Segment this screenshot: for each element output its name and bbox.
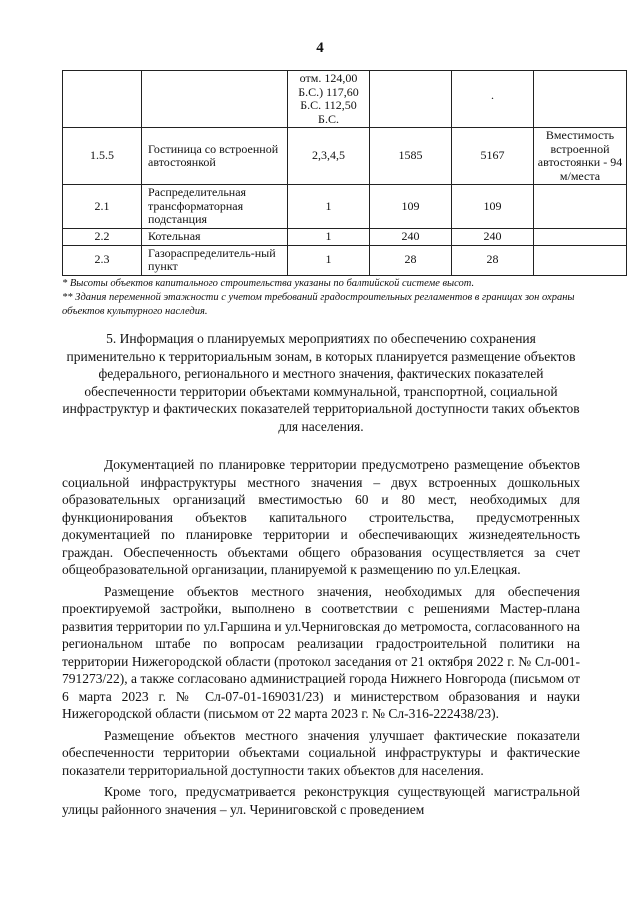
table-row <box>63 245 627 275</box>
floors-cell: 1 <box>288 185 370 229</box>
area-total-cell: 240 <box>452 229 534 246</box>
row-number: 2.3 <box>63 245 142 275</box>
note-cell <box>534 71 627 128</box>
note-cell <box>534 229 627 246</box>
object-name: Котельная <box>142 229 288 246</box>
floors-cell: 2,3,4,5 <box>288 128 370 185</box>
table-row <box>63 229 627 246</box>
section-heading: 5. Информация о планируемых мероприятиях по обеспечению сохранения применительно к территориальным зонам, в которых планируется размещение объектов федерального, регионального и местного значения, фактических показателей обеспеченности территории объектами коммунальной, транспортной, социальной инфраструктур и фактических показателей территориальной доступности таких объектов для населения. <box>62 331 580 434</box>
row-number: 2.2 <box>63 229 142 246</box>
table-row <box>63 185 627 229</box>
paragraph: Кроме того, предусматривается реконструкция существующей магистральной улицы районного значения – ул. Чериниговской с проведением <box>62 784 580 817</box>
floors-cell: отм. 124,00 Б.С.) 117,60 Б.С. 112,50 Б.С. <box>288 71 370 128</box>
objects-table <box>62 70 627 276</box>
object-name: Распределительная трансформаторная подстанция <box>142 185 288 229</box>
area-total-cell: 28 <box>452 245 534 275</box>
floors-cell: 1 <box>288 245 370 275</box>
area-cell: 28 <box>370 245 452 275</box>
object-name <box>142 71 288 128</box>
row-number: 2.1 <box>63 185 142 229</box>
row-number: 1.5.5 <box>63 128 142 185</box>
table-row <box>63 128 627 185</box>
area-cell: 109 <box>370 185 452 229</box>
footnote: ** Здания переменной этажности с учетом требований градостроительных регламентов в границах зон охраны объектов культурного наследия. <box>62 292 575 317</box>
body-text <box>62 456 580 822</box>
area-cell <box>370 71 452 128</box>
object-name: Газораспределитель-ный пункт <box>142 245 288 275</box>
area-total-cell: 5167 <box>452 128 534 185</box>
note-cell <box>534 245 627 275</box>
footnote: * Высоты объектов капитального строительства указаны по балтийской системе высот. <box>62 278 475 289</box>
paragraph: Документацией по планировке территории предусмотрено размещение объектов социальной инфраструктуры местного значения – двух встроенных дошкольных образовательных организаций вместимостью 60 и 80 мест, необходимых для функционирования объектов капитального строительства, предусмотренных документацией по планировке территории и обеспечивающих жизнедеятельность граждан. Обеспеченность объектами общего образования осуществляется за счет общеобразовательной организации, планируемой к размещению по ул.Елецкая. <box>62 457 580 577</box>
note-cell <box>534 185 627 229</box>
area-cell: 240 <box>370 229 452 246</box>
area-total-cell: 109 <box>452 185 534 229</box>
paragraph: Размещение объектов местного значения улучшает фактические показатели обеспеченности территории объектами социальной инфраструктуры и фактические показатели территориальной доступности таких объектов для населения. <box>62 727 580 778</box>
note-cell: Вместимость встроенной автостоянки - 94 м/места <box>534 128 627 185</box>
table-row <box>63 71 627 128</box>
row-number <box>63 71 142 128</box>
floors-cell: 1 <box>288 229 370 246</box>
table-footnotes <box>62 277 580 319</box>
area-cell: 1585 <box>370 128 452 185</box>
object-name: Гостиница со встроенной автостоянкой <box>142 128 288 185</box>
paragraph: Размещение объектов местного значения, необходимых для обеспечения проектируемой застройки, выполнено в соответствии с решениями Мастер-плана развития территории по ул.Гаршина и ул.Черниговская до метромоста, согласованного на региональном штабе по вопросам реализации градостроительной политики на территории Нижегородской области (протокол заседания от 21 октября 2022 г. № Сл-001-791273/22), а также согласовано администрацией города Нижнего Новгорода (письмом от 6 марта 2023 г. № Сл-07-01-169031/23) и министерством образования и науки Нижегородской области (письмом от 22 марта 2023 г. № Сл-316-222438/23). <box>62 583 580 721</box>
area-total-cell: · <box>452 71 534 128</box>
page-number: 4 <box>316 40 324 56</box>
